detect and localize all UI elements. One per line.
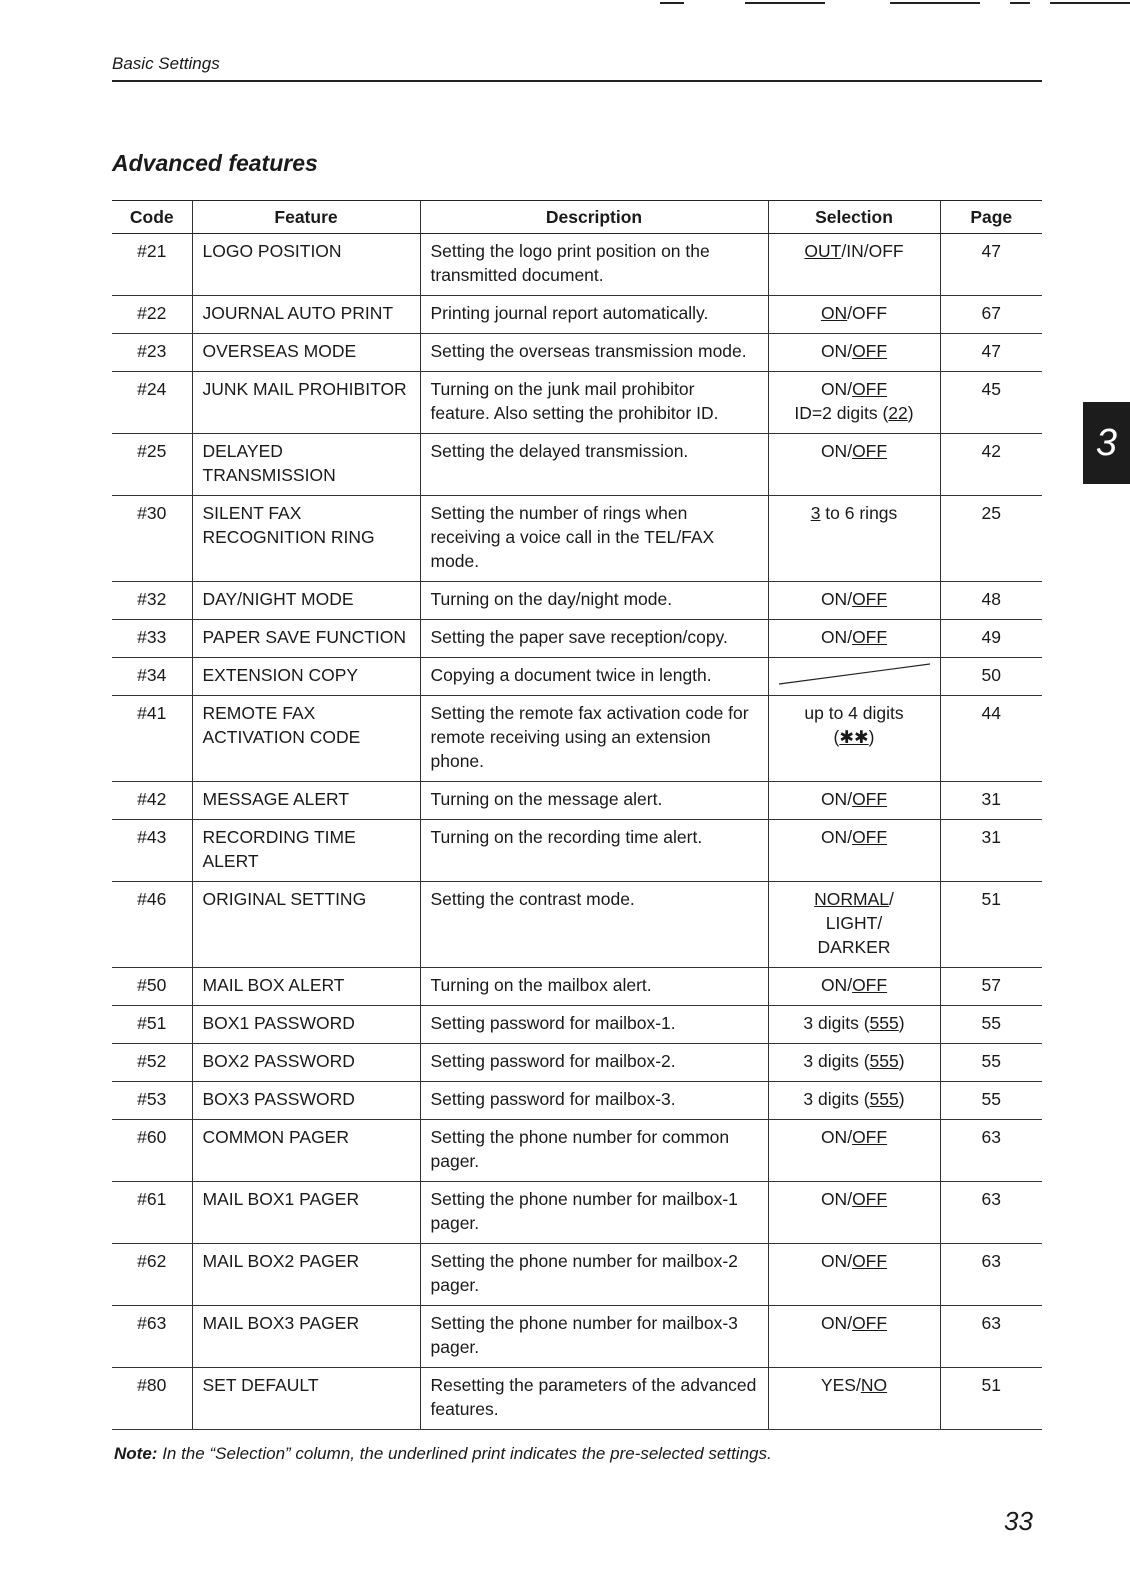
page-number: 33 (1004, 1506, 1033, 1536)
feature-selection (768, 1182, 940, 1244)
feature-description: Resetting the parameters of the advanced features. (420, 1368, 768, 1430)
selection-text: ) (898, 1051, 905, 1071)
default-setting: OFF (852, 1313, 888, 1333)
feature-name: DELAYED TRANSMISSION (192, 434, 420, 496)
running-title: Basic Settings (112, 54, 220, 73)
feature-code: #50 (112, 968, 192, 1006)
feature-page: 50 (940, 658, 1042, 696)
selection-text: /IN/OFF (841, 241, 904, 261)
feature-selection (768, 1306, 940, 1368)
feature-description: Setting the contrast mode. (420, 882, 768, 968)
feature-code: #63 (112, 1306, 192, 1368)
feature-description: Setting the number of rings when receiving a voice call in the TEL/FAX mode. (420, 496, 768, 582)
selection-text: /OFF (847, 303, 888, 323)
feature-name: BOX2 PASSWORD (192, 1044, 420, 1082)
feature-page: 51 (940, 882, 1042, 968)
feature-code: #53 (112, 1082, 192, 1120)
table-row (112, 372, 1042, 434)
selection-text: ON/ (820, 1313, 853, 1333)
feature-code: #32 (112, 582, 192, 620)
advanced-features-table (112, 200, 1042, 1430)
feature-description: Setting the phone number for mailbox-2 pager. (420, 1244, 768, 1306)
feature-selection (768, 882, 940, 968)
feature-page: 45 (940, 372, 1042, 434)
feature-code: #51 (112, 1006, 192, 1044)
table-row (112, 1182, 1042, 1244)
feature-selection (768, 820, 940, 882)
selection-text: / (889, 889, 894, 909)
feature-code: #23 (112, 334, 192, 372)
selection-text: to 6 rings (820, 503, 898, 523)
feature-page: 47 (940, 234, 1042, 296)
feature-name: MAIL BOX3 PAGER (192, 1306, 420, 1368)
feature-page: 31 (940, 820, 1042, 882)
feature-page: 47 (940, 334, 1042, 372)
column-header-description: Description (420, 201, 768, 234)
feature-name: RECORDING TIME ALERT (192, 820, 420, 882)
table-row (112, 696, 1042, 782)
feature-selection (768, 1368, 940, 1430)
feature-code: #33 (112, 620, 192, 658)
selection-text: ON/ (820, 341, 853, 361)
default-setting: 555 (869, 1051, 899, 1071)
table-row (112, 234, 1042, 296)
selection-text: 3 digits ( (803, 1051, 870, 1071)
table-row (112, 968, 1042, 1006)
feature-selection (768, 968, 940, 1006)
feature-page: 67 (940, 296, 1042, 334)
feature-code: #25 (112, 434, 192, 496)
column-header-page: Page (940, 201, 1042, 234)
feature-description: Setting the remote fax activation code for remote receiving using an extension phone. (420, 696, 768, 782)
selection-text: up to 4 digits (804, 703, 904, 723)
feature-selection (768, 1082, 940, 1120)
feature-code: #42 (112, 782, 192, 820)
selection-text: ON/ (820, 589, 853, 609)
feature-code: #61 (112, 1182, 192, 1244)
feature-selection (768, 372, 940, 434)
top-edge-marks (0, 0, 1130, 6)
table-row (112, 1006, 1042, 1044)
default-setting: OFF (852, 589, 888, 609)
feature-code: #34 (112, 658, 192, 696)
selection-text: ) (898, 1089, 905, 1109)
feature-page: 25 (940, 496, 1042, 582)
table-row (112, 334, 1042, 372)
feature-selection (768, 782, 940, 820)
feature-page: 49 (940, 620, 1042, 658)
selection-text: LIGHT/ (825, 913, 883, 933)
feature-description: Copying a document twice in length. (420, 658, 768, 696)
feature-description: Setting the phone number for mailbox-1 pager. (420, 1182, 768, 1244)
feature-page: 42 (940, 434, 1042, 496)
feature-selection (768, 1044, 940, 1082)
feature-selection (768, 1120, 940, 1182)
feature-name: LOGO POSITION (192, 234, 420, 296)
feature-description: Setting password for mailbox-2. (420, 1044, 768, 1082)
feature-name: EXTENSION COPY (192, 658, 420, 696)
feature-description: Setting the phone number for common pager. (420, 1120, 768, 1182)
feature-description: Setting the logo print position on the transmitted document. (420, 234, 768, 296)
feature-name: JUNK MAIL PROHIBITOR (192, 372, 420, 434)
table-row (112, 582, 1042, 620)
default-setting: OFF (852, 627, 888, 647)
feature-page: 55 (940, 1044, 1042, 1082)
feature-code: #46 (112, 882, 192, 968)
selection-text: ) (868, 727, 875, 747)
feature-name: MAIL BOX1 PAGER (192, 1182, 420, 1244)
selection-text: ON/ (820, 379, 853, 399)
table-row (112, 1306, 1042, 1368)
selection-text: ON/ (820, 827, 853, 847)
table-row (112, 496, 1042, 582)
footnote (114, 1444, 772, 1464)
default-setting: OUT (804, 241, 842, 261)
feature-name: ORIGINAL SETTING (192, 882, 420, 968)
feature-code: #80 (112, 1368, 192, 1430)
default-setting: OFF (852, 341, 888, 361)
default-setting: OFF (852, 441, 888, 461)
feature-name: SET DEFAULT (192, 1368, 420, 1430)
feature-name: COMMON PAGER (192, 1120, 420, 1182)
default-setting: ✱✱ (839, 727, 869, 747)
selection-text: ON/ (820, 441, 853, 461)
feature-description: Turning on the message alert. (420, 782, 768, 820)
feature-page: 63 (940, 1244, 1042, 1306)
feature-name: MESSAGE ALERT (192, 782, 420, 820)
selection-text: ON/ (820, 1127, 853, 1147)
table-header-row (112, 201, 1042, 234)
feature-page: 55 (940, 1082, 1042, 1120)
feature-selection (768, 296, 940, 334)
feature-name: PAPER SAVE FUNCTION (192, 620, 420, 658)
table-row (112, 296, 1042, 334)
feature-description: Printing journal report automatically. (420, 296, 768, 334)
feature-page: 31 (940, 782, 1042, 820)
selection-text: 3 digits ( (803, 1089, 870, 1109)
feature-code: #41 (112, 696, 192, 782)
selection-text: ) (907, 403, 914, 423)
table-row (112, 658, 1042, 696)
not-applicable-slash (779, 663, 930, 685)
selection-text: ON/ (820, 1251, 853, 1271)
table-row (112, 1120, 1042, 1182)
feature-selection (768, 434, 940, 496)
selection-text: 3 digits ( (803, 1013, 870, 1033)
feature-name: MAIL BOX2 PAGER (192, 1244, 420, 1306)
selection-text: ON/ (820, 1189, 853, 1209)
feature-code: #24 (112, 372, 192, 434)
feature-description: Turning on the day/night mode. (420, 582, 768, 620)
feature-selection (768, 234, 940, 296)
feature-name: REMOTE FAX ACTIVATION CODE (192, 696, 420, 782)
default-setting: OFF (852, 1251, 888, 1271)
feature-selection (768, 334, 940, 372)
default-setting: 555 (869, 1089, 899, 1109)
feature-code: #30 (112, 496, 192, 582)
header-rule (112, 80, 1042, 82)
selection-text: DARKER (817, 937, 891, 957)
feature-name: OVERSEAS MODE (192, 334, 420, 372)
feature-selection (768, 582, 940, 620)
feature-page: 55 (940, 1006, 1042, 1044)
column-header-feature: Feature (192, 201, 420, 234)
default-setting: OFF (852, 1127, 888, 1147)
feature-code: #43 (112, 820, 192, 882)
feature-description: Setting the delayed transmission. (420, 434, 768, 496)
feature-description: Turning on the mailbox alert. (420, 968, 768, 1006)
default-setting: 3 (810, 503, 821, 523)
table-row (112, 1082, 1042, 1120)
feature-description: Setting the overseas transmission mode. (420, 334, 768, 372)
selection-text: ON/ (820, 627, 853, 647)
feature-description: Setting the paper save reception/copy. (420, 620, 768, 658)
column-header-selection: Selection (768, 201, 940, 234)
feature-description: Setting password for mailbox-3. (420, 1082, 768, 1120)
note-label: Note: (114, 1444, 158, 1463)
note-text: In the “Selection” column, the underlined print indicates the pre-selected settings. (162, 1444, 772, 1463)
feature-name: DAY/NIGHT MODE (192, 582, 420, 620)
table-row (112, 782, 1042, 820)
feature-name: SILENT FAX RECOGNITION RING (192, 496, 420, 582)
table-row (112, 620, 1042, 658)
chapter-tab: 3 (1083, 402, 1130, 484)
feature-page: 51 (940, 1368, 1042, 1430)
section-title: Advanced features (112, 150, 318, 176)
column-header-code: Code (112, 201, 192, 234)
feature-code: #21 (112, 234, 192, 296)
feature-description: Setting the phone number for mailbox-3 pager. (420, 1306, 768, 1368)
selection-text: ON/ (820, 789, 853, 809)
feature-page: 44 (940, 696, 1042, 782)
table-row (112, 1244, 1042, 1306)
feature-description: Turning on the junk mail prohibitor feature. Also setting the prohibitor ID. (420, 372, 768, 434)
feature-selection (768, 696, 940, 782)
selection-text: ) (898, 1013, 905, 1033)
selection-text: YES/ (820, 1375, 861, 1395)
feature-code: #22 (112, 296, 192, 334)
default-setting: ON (820, 303, 848, 323)
selection-text: ID=2 digits ( (794, 403, 889, 423)
feature-description: Turning on the recording time alert. (420, 820, 768, 882)
feature-name: BOX3 PASSWORD (192, 1082, 420, 1120)
feature-page: 48 (940, 582, 1042, 620)
table-row (112, 1044, 1042, 1082)
feature-page: 63 (940, 1306, 1042, 1368)
selection-text: ( (833, 727, 840, 747)
table-row (112, 882, 1042, 968)
feature-name: MAIL BOX ALERT (192, 968, 420, 1006)
feature-page: 63 (940, 1182, 1042, 1244)
feature-name: BOX1 PASSWORD (192, 1006, 420, 1044)
feature-code: #52 (112, 1044, 192, 1082)
default-setting: OFF (852, 1189, 888, 1209)
running-header (112, 54, 1042, 74)
default-setting: OFF (852, 975, 888, 995)
feature-selection (768, 658, 940, 696)
feature-name: JOURNAL AUTO PRINT (192, 296, 420, 334)
feature-selection (768, 496, 940, 582)
default-setting: NORMAL (814, 889, 889, 909)
feature-selection (768, 1244, 940, 1306)
feature-code: #62 (112, 1244, 192, 1306)
default-setting: 555 (869, 1013, 899, 1033)
feature-page: 57 (940, 968, 1042, 1006)
feature-description: Setting password for mailbox-1. (420, 1006, 768, 1044)
table-body (112, 234, 1042, 1430)
feature-selection (768, 620, 940, 658)
table-row (112, 1368, 1042, 1430)
default-setting: 22 (888, 403, 908, 423)
default-setting: NO (860, 1375, 888, 1395)
table-row (112, 820, 1042, 882)
default-setting: OFF (852, 789, 888, 809)
table-row (112, 434, 1042, 496)
selection-text: ON/ (820, 975, 853, 995)
feature-code: #60 (112, 1120, 192, 1182)
feature-page: 63 (940, 1120, 1042, 1182)
default-setting: OFF (852, 379, 888, 399)
default-setting: OFF (852, 827, 888, 847)
feature-selection (768, 1006, 940, 1044)
